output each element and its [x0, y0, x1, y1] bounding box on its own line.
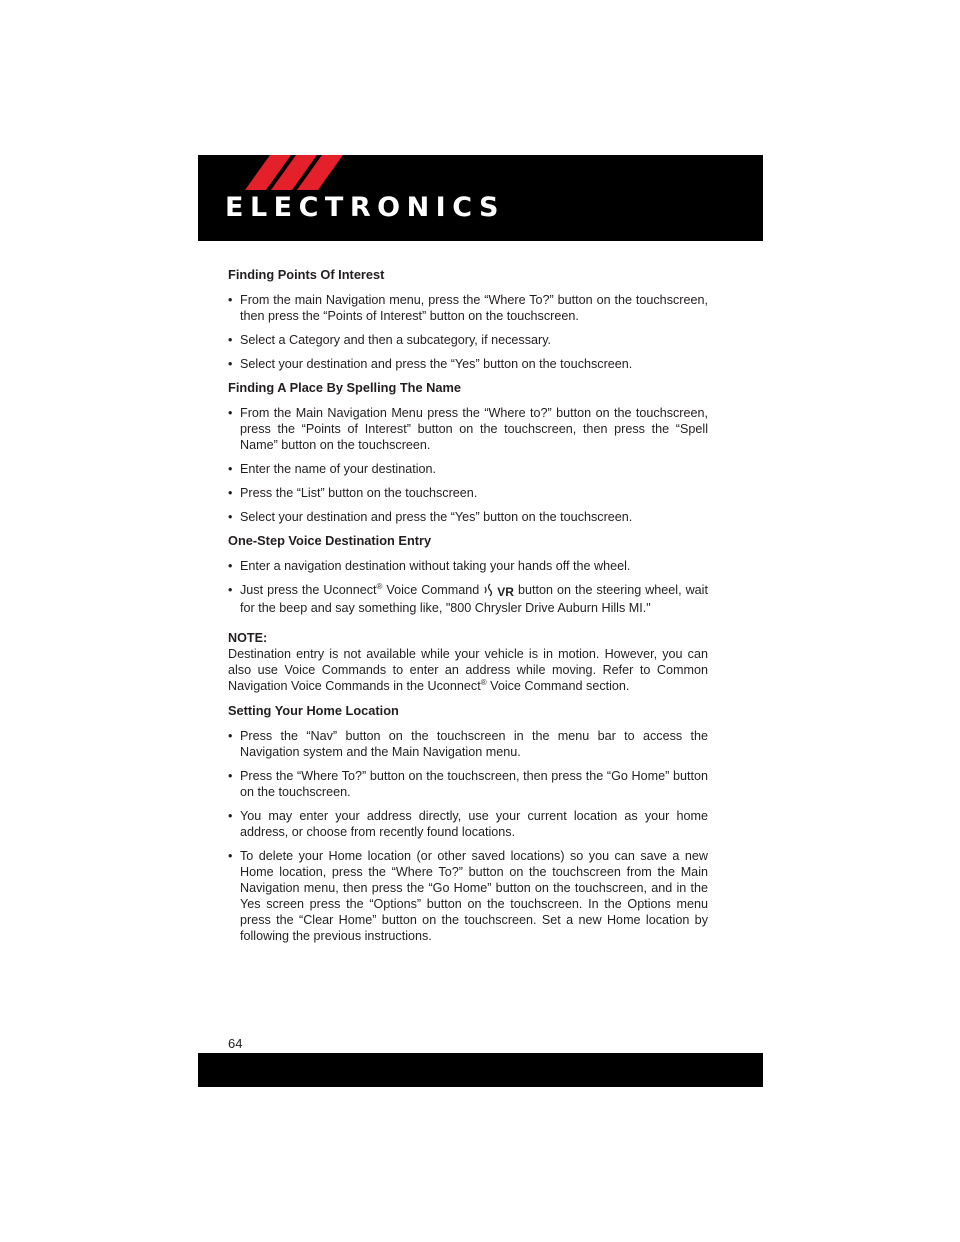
text-segment: Voice Command: [382, 583, 480, 597]
text-segment: Destination entry is not available while your vehicle is in motion. However, you can also use Voice Commands to enter an address while moving. Refer to Common Navigation Voice Commands in the Uconnect: [228, 647, 708, 693]
section-title: ELECTRONICS: [225, 192, 505, 223]
list-item: • Press the “Where To?” button on the touchscreen, then press the “Go Home” button on the touchscreen.: [228, 768, 708, 800]
heading-one-step-voice: One-Step Voice Destination Entry: [228, 533, 432, 548]
list-item: [228, 582, 708, 616]
text-segment: Just press the Uconnect: [240, 583, 377, 597]
list-item: • From the main Navigation menu, press the “Where To?” button on the touchscreen, then press the “Points of Interest” button on the touchscreen.: [228, 292, 708, 324]
list-item: • Enter the name of your destination.: [228, 461, 708, 477]
note-heading: NOTE:: [228, 631, 268, 645]
vr-label: VR: [497, 585, 514, 599]
page-number: 64: [228, 1036, 243, 1051]
heading-spell-name: Finding A Place By Spelling The Name: [228, 380, 461, 395]
list-item: • Press the “Nav” button on the touchscreen in the menu bar to access the Navigation system and the Main Navigation menu.: [228, 728, 708, 760]
heading-home-location: Setting Your Home Location: [228, 703, 399, 718]
text-segment: Voice Command section.: [486, 679, 630, 693]
list-item: • Enter a navigation destination without taking your hands off the wheel.: [228, 558, 708, 574]
list-item: • You may enter your address directly, use your current location as your home address, or choose from recently found locations.: [228, 808, 708, 840]
footer-bar: [198, 1053, 763, 1087]
list-item: • To delete your Home location (or other saved locations) so you can save a new Home location, press the “Where To?” button on the touchscreen from the Main Navigation menu, then press the “Go Home” button on the touchscreen, and in the Yes screen press the “Options” button on the touchscreen. In the Options menu press the “Clear Home” button on the touchscreen. Set a new Home location by following the previous instructions.: [228, 848, 708, 944]
list-item: • From the Main Navigation Menu press the “Where to?” button on the touchscreen, press the “Points of Interest” button on the touchscreen, then press the “Spell Name” button on the touchscreen.: [228, 405, 708, 453]
voice-recognition-icon: [483, 583, 514, 600]
list-item: • Press the “List” button on the touchscreen.: [228, 485, 708, 501]
list-item: • Select your destination and press the “Yes” button on the touchscreen.: [228, 356, 708, 372]
text-segment: button on the steering wheel, wait for the beep and say something like, "800 Chrysler Drive Auburn Hills MI.": [240, 583, 708, 615]
registered-mark: ®: [480, 677, 487, 687]
note-body: [228, 646, 708, 694]
heading-points-of-interest: Finding Points Of Interest: [228, 267, 385, 282]
page-content: [228, 267, 708, 952]
section-header-banner: [198, 155, 763, 241]
list-item: • Select your destination and press the “Yes” button on the touchscreen.: [228, 509, 708, 525]
list-item: • Select a Category and then a subcategory, if necessary.: [228, 332, 708, 348]
registered-mark: ®: [376, 581, 383, 591]
